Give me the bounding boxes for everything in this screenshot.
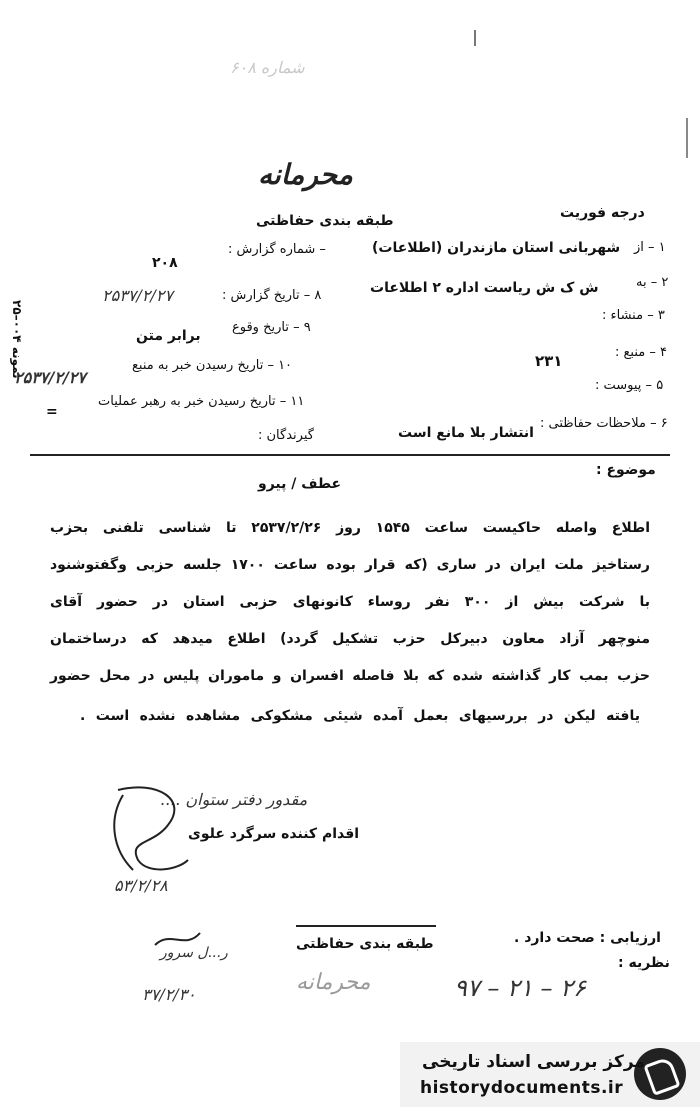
body-line: رستاخیز ملت ایران در ساری (که قرار بوده ساعت ۱۷۰۰ جلسه حزبی وگفتوشنود: [50, 557, 650, 573]
opinion-value: ۹۷ – ۲۱ – ۲۶: [454, 974, 586, 1002]
subject-value: عطف / پیرو: [258, 476, 342, 492]
occurrence-label: ۹ – تاریخ وقوع: [232, 320, 311, 335]
report-number-value: ۲۰۸: [152, 255, 178, 271]
received-leader-label: ۱۱ – تاریخ رسیدن خبر به رهبر عملیات: [98, 394, 305, 409]
action-by: اقدام کننده سرگرد علوی: [188, 826, 360, 842]
occurrence-value: برابر متن: [136, 328, 201, 344]
to-label: ۲ – به: [636, 275, 669, 290]
footer-sign-note: ر...ل سرور: [160, 945, 228, 961]
body-line: یافته لیکن در بررسیهای بعمل آمده شیئی مشکوکی مشاهده نشده است .: [80, 708, 640, 724]
body-line: حزب بمب کار گذاشته شده که بلا فاصله افسران و ماموران پلیس در محل حضور: [50, 668, 650, 684]
to-value: ش ک ش ریاست اداره ۲ اطلاعات: [370, 280, 599, 296]
received-source-value: ۲۵۳۷/۲/۲۷: [14, 368, 86, 387]
section-divider: [30, 454, 670, 456]
report-date-value: ۲۵۳۷/۲/۲۷: [102, 286, 173, 305]
subject-label: موضوع :: [596, 462, 656, 478]
opinion-label: نظریه :: [618, 955, 670, 971]
footer-classification: طبقه بندی حفاظتی: [296, 936, 434, 952]
from-value: شهربانی استان مازندران (اطلاعات): [372, 240, 621, 256]
footer-signature-scribble: [150, 925, 210, 955]
recipients-label: گیرندگان :: [258, 428, 314, 443]
scan-mark: [686, 118, 688, 158]
received-source-label: ۱۰ – تاریخ رسیدن خبر به منبع: [132, 358, 293, 373]
source-value: ۲۳۱: [535, 352, 563, 370]
received-leader-value: =: [46, 404, 58, 420]
remarks-value: انتشار بلا مانع است: [398, 425, 534, 441]
side-form-number: نمونه ۰۰۴–۲۵: [10, 300, 24, 379]
footer-sign-date: ۳۷/۲/۳۰: [142, 985, 196, 1004]
confidential-title: محرمانه: [258, 158, 353, 191]
remarks-label: ۶ – ملاحظات حفاظتی :: [540, 416, 668, 431]
body-line: اطلاع واصله حاکیست ساعت ۱۵۴۵ روز ۲۵۳۷/۲/۲۶ تا شناسی تلفنی بحزب: [50, 520, 650, 536]
footer-classification-value: محرمانه: [296, 970, 371, 995]
attachment-label: ۵ – پیوست :: [595, 378, 664, 393]
watermark-site: historydocuments.ir: [420, 1078, 624, 1098]
source-label: ۴ – منبع :: [615, 345, 667, 360]
urgency-label: درجه فوریت: [560, 205, 645, 221]
signature-scribble: [98, 780, 198, 880]
body-line: با شرکت بیش از ۳۰۰ نفر روساء کانونهای حزبی استان در حضور آقای: [50, 594, 650, 610]
footer-rule-left: [296, 925, 436, 927]
report-number-label: – شماره گزارش :: [228, 242, 326, 257]
body-line: منوچهر آزاد معاون دبیرکل حزب تشکیل گردد) اطلاع میدهد که درساختمان: [50, 631, 650, 647]
classification-label: طبقه بندی حفاظتی: [256, 213, 394, 229]
report-date-label: ۸ – تاریخ گزارش :: [222, 288, 322, 303]
scan-mark: [474, 30, 476, 46]
from-label: ۱ – از: [634, 240, 666, 255]
faint-stamp: شماره ۶۰۸: [230, 58, 305, 77]
handwritten-date: ۵۳/۲/۲۸: [114, 876, 168, 895]
watermark-org-name: مرکز بررسی اسناد تاریخی: [422, 1052, 645, 1072]
origin-label: ۳ – منشاء :: [602, 308, 665, 323]
evaluation: ارزیابی : صحت دارد .: [514, 930, 661, 946]
handwritten-note: مقدور دفتر ستوان ....: [160, 790, 308, 809]
